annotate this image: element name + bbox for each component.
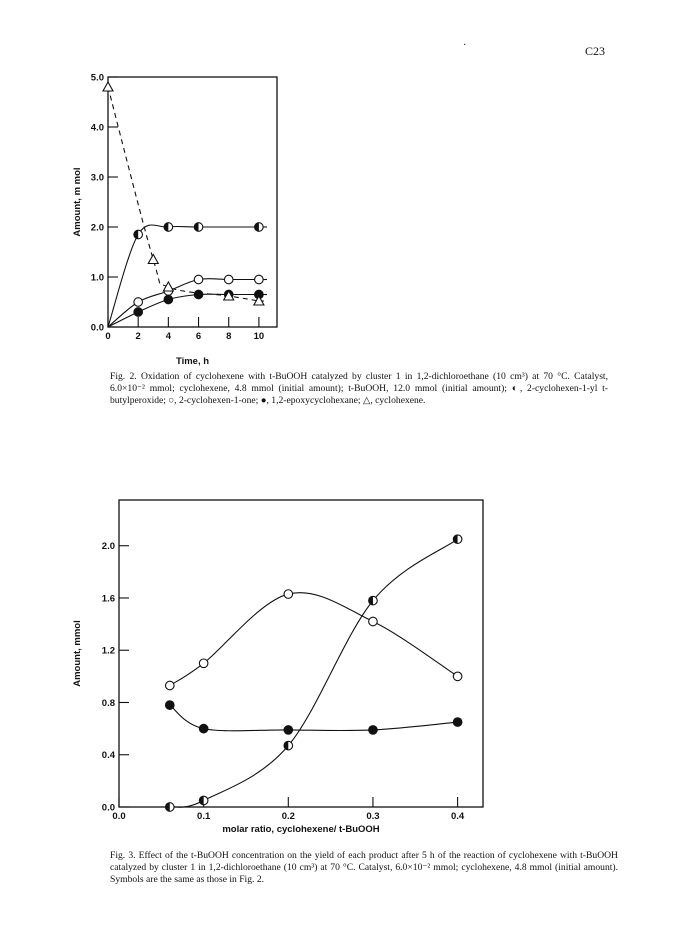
y-tick-label: 0.0 [90,322,104,334]
y-tick-label: 4.0 [90,122,104,134]
x-tick-label: 4 [165,331,172,342]
figure-3-caption: Fig. 3. Effect of the t-BuOOH concentration on the yield of each product after 5 h of the reaction of cyclohexene with t-BuOOH catalyzed by cluster 1 in 1,2-dichloroethane (10 cm³) at 70 °C. Catalyst, 6.0×10⁻² mmol; cyclohexene, 4.8 mmol (initial amount). Symbols are the same as those in Fig. 2. [110,850,618,886]
x-tick-label: 2 [135,331,141,342]
y-tick-label: 0.8 [101,697,115,709]
y-tick-label: 1.6 [101,593,115,605]
series-2-point [199,724,208,733]
series-2-line [170,705,458,731]
y-axis-title: Amount, m mol [72,167,83,237]
series-0-point [453,535,462,544]
y-tick-label: 0.4 [101,750,115,762]
y-tick-label: 1.2 [101,645,115,657]
x-axis-title: molar ratio, cyclohexene/ t-BuOOH [222,824,380,835]
series-2-point [165,701,174,710]
x-tick-label: 8 [226,331,232,342]
x-tick-label: 0.3 [366,811,380,822]
series-1-line [170,593,458,686]
series-0-line [170,539,458,807]
series-2-point [453,718,462,727]
series-2-point [369,726,378,735]
series-0-point [199,796,208,805]
y-tick-label: 5.0 [90,72,104,84]
y-tick-label: 2.0 [101,541,115,553]
x-tick-label: 6 [195,331,202,342]
series-1-point [369,617,378,626]
y-tick-label: 3.0 [90,172,104,184]
x-tick-label: 0.4 [450,811,465,822]
series-0-point [284,741,293,750]
y-tick-label: 0.0 [101,802,115,814]
series-1-point [199,659,208,668]
x-tick-label: 0.0 [112,811,126,822]
y-tick-label: 2.0 [90,222,104,234]
figure-2-caption: Fig. 2. Oxidation of cyclohexene with t-BuOOH catalyzed by cluster 1 in 1,2-dichloroethane (10 cm³) at 70 °C. Catalyst, 6.0×10⁻² mmol; cyclohexene, 4.8 mmol (initial amount); t-BuOOH, 12.0 mmol (initial amount); ◐, 2-cyclohexen-1-yl t-butylperoxide; ○, 2-cyclohexen-1-one; ●, 1,2-epoxycyclohexane; △, cyclohexene. [110,371,608,407]
y-tick-label: 1.0 [90,272,104,284]
x-tick-label: 0.1 [197,811,211,822]
y-axis-title: Amount, mmol [72,620,83,687]
stray-dot-mark: · [463,40,467,51]
series-1-point [165,681,174,690]
series-0-points [165,535,461,811]
page-number: C23 [585,44,606,58]
x-tick-label: 0 [105,331,111,342]
series-1-point [284,590,293,599]
series-0-point [369,596,378,605]
series-1-point [453,672,462,681]
x-tick-label: 0.2 [281,811,295,822]
series-2-point [284,726,293,735]
series-0-point [165,803,174,812]
plot-frame [119,500,483,807]
x-axis-title: Time, h [175,356,210,367]
series-1-points [165,590,461,690]
x-tick-label: 10 [253,331,265,342]
